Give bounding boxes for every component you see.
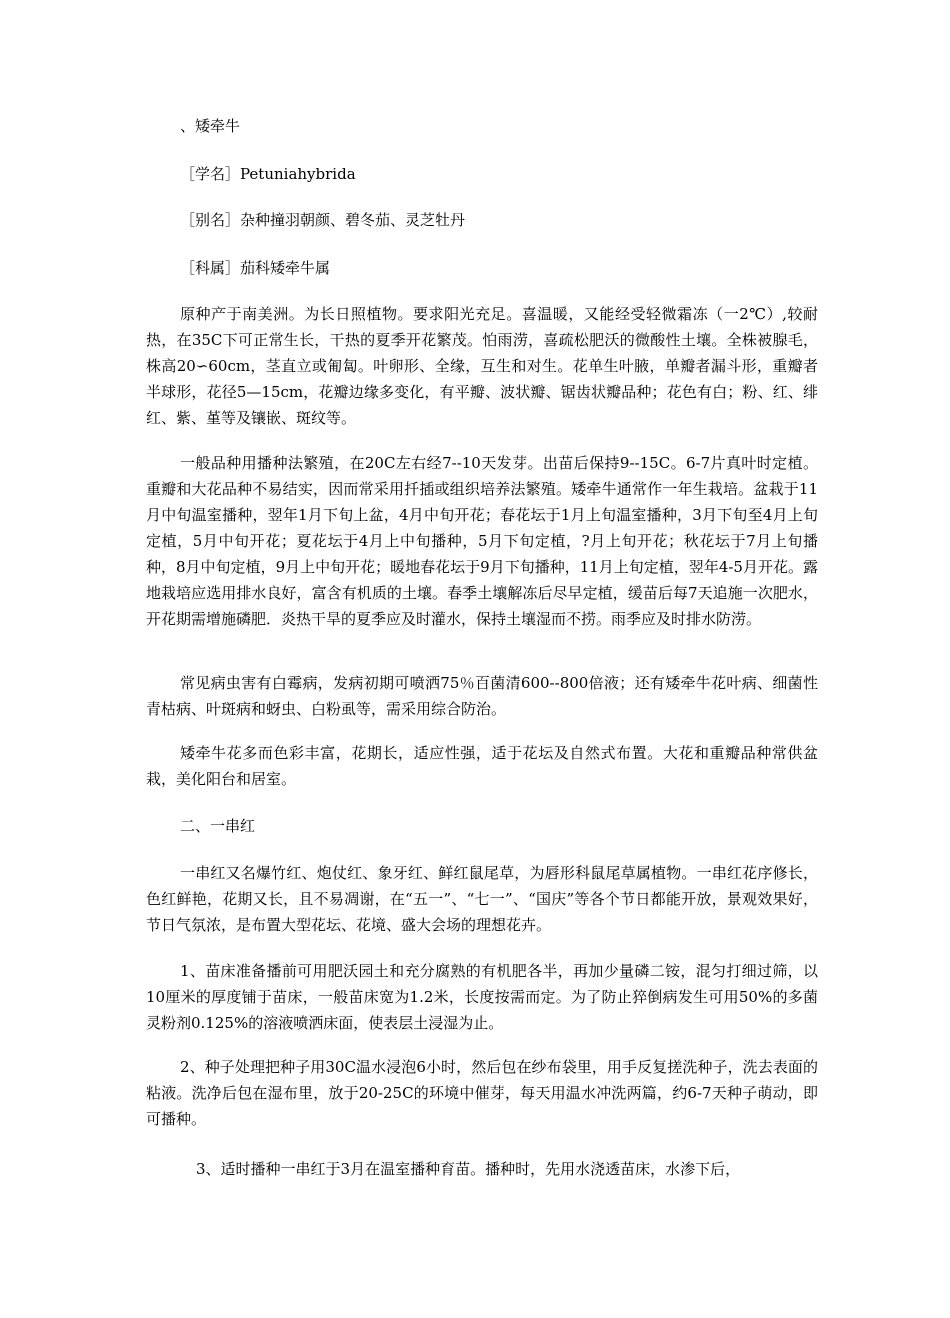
- section-heading-petunia: 、矮牵牛: [180, 117, 241, 135]
- paragraph-seedbed: 1、苗床准备播前可用肥沃园土和充分腐熟的有机肥各半，再加少量磷二铵，混匀打细过筛，以10厘米的厚度铺于苗床，一般苗床宽为1.2米，长度按需而定。为了防止猝倒病发生可用50%的多菌灵粉剂0.125%的溶液喷洒床面，使表层土浸湿为止。: [146, 962, 818, 1032]
- paragraph-salvia-intro: 一串红又名爆竹红、炮仗红、象牙红、鲜红鼠尾草，为唇形科鼠尾草属植物。一串红花序修长，色红鲜艳，花期又长，且不易凋谢，在“五一”、“七一”、“国庆”等各个节日都能开放，景观效果好，节日气氛浓，是布置大型花坛、花境、盛大会场的理想花卉。: [146, 864, 818, 934]
- family-line: ［科属］茄科矮牵牛属: [180, 259, 331, 277]
- section-heading-salvia: 二、一串红: [180, 817, 256, 835]
- alias-line: ［别名］杂种撞羽朝颜、碧冬茄、灵芝牡丹: [180, 211, 466, 229]
- paragraph-usage: 矮牵牛花多而色彩丰富，花期长，适应性强，适于花坛及自然式布置。大花和重瓣品种常供盆栽，美化阳台和居室。: [146, 744, 818, 788]
- paragraph-pests: 常见病虫害有白霉病，发病初期可喷洒75％百菌清600--800倍液；还有矮牵牛花叶病、细菌性青枯病、叶斑病和蚜虫、白粉虱等，需采用综合防治。: [146, 674, 818, 718]
- paragraph-seed-treatment: 2、种子处理把种子用30C温水浸泡6小时，然后包在纱布袋里，用手反复搓洗种子，洗去表面的粘液。洗净后包在湿布里，放于20-25C的环境中催芽，每天用温水冲洗两篇，约6-7天种子萌动，即可播种。: [146, 1058, 818, 1128]
- scientific-name-line: ［学名］Petuniahybrida: [180, 165, 356, 183]
- paragraph-sowing: 3、适时播种一串红于3月在温室播种育苗。播种时，先用水浇透苗床，水渗下后，: [196, 1160, 741, 1178]
- paragraph-propagation: 一般品种用播种法繁殖，在20C左右经7--10天发芽。出苗后保持9--15C。6-7片真叶时定植。重瓣和大花品种不易结实，因而常采用扦插或组织培养法繁殖。矮牵牛通常作一年生栽培。盆栽于11月中旬温室播种，翌年1月下旬上盆，4月中旬开花；春花坛于1月上旬温室播种，3月下旬至4月上旬定植，5月中旬开花；夏花坛于4月上中旬播种，5月下旬定植，?月上旬开花；秋花坛于7月上旬播种，8月中旬定植，9月上中旬开花；暖地春花坛于9月下旬播种，11月上旬定植，翌年4-5月开花。露地栽培应选用排水良好，富含有机质的土壤。春季土壤解冻后尽早定植，缓苗后每7天追施一次肥水，开花期需增施磷肥．炎热干旱的夏季应及时灌水，保持土壤湿而不捞。雨季应及时排水防涝。: [146, 454, 818, 628]
- paragraph-origin: 原种产于南美洲。为长日照植物。要求阳光充足。喜温暖，又能经受轻微霜冻（一2℃）,较耐热，在35C下可正常生长，干热的夏季开花繁茂。怕雨涝，喜疏松肥沃的微酸性土壤。全株被腺毛，株高20∽60cm，茎直立或匍匐。叶卵形、全缘，互生和对生。花单生叶腋，单瓣者漏斗形，重瓣者半球形，花径5—15cm，花瓣边缘多变化，有平瓣、波状瓣、锯齿状瓣品种；花色有白；粉、红、绯红、紫、堇等及镶嵌、斑纹等。: [146, 305, 818, 427]
